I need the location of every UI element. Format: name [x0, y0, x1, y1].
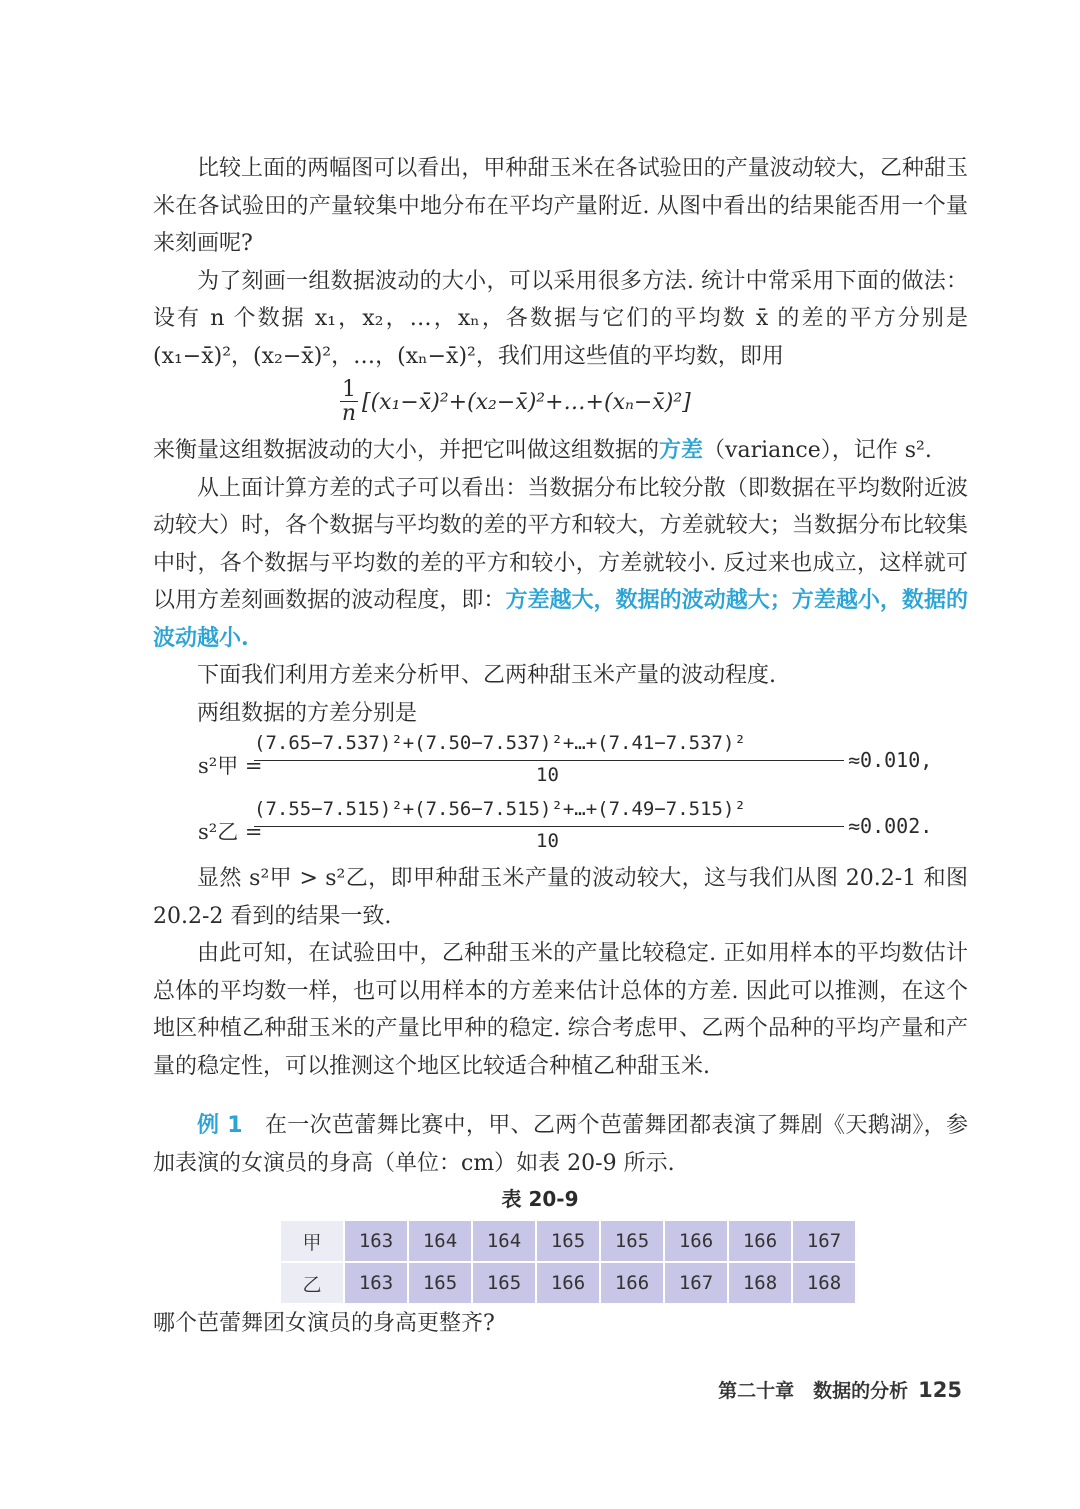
- p3-pre: 来衡量这组数据波动的大小，并把它叫做这组数据的: [153, 438, 660, 463]
- paragraph-4: [153, 470, 968, 658]
- formula-numerator: (7.65−7.537)²+(7.50−7.537)²+…+(7.41−7.537)²: [254, 732, 746, 754]
- paragraph-definition: [153, 432, 968, 732]
- paragraph-7: 显然 s²甲 > s²乙，即甲种甜玉米产量的波动较大，这与我们从图 20.2-1 和图 20.2-2 看到的结果一致.: [153, 866, 968, 929]
- formula-numerator: (7.55−7.515)²+(7.56−7.515)²+…+(7.49−7.515)²: [254, 798, 746, 820]
- table-cell: 167: [664, 1262, 728, 1304]
- paragraph-8: 由此可知，在试验田中，乙种甜玉米的产量比较稳定. 正如用样本的平均数估计总体的平均数一样，也可以用样本的方差来估计总体的方差. 因此可以推测，在这个地区种植乙种甜玉米的产量比甲种的稳定. 综合考虑甲、乙两个品种的平均产量和产量的稳定性，可以推测这个地区比较适合种植乙种甜玉米.: [153, 941, 968, 1079]
- table-row: [280, 1220, 856, 1262]
- variance-yi-formula: [198, 796, 958, 862]
- table-cell: 168: [728, 1262, 792, 1304]
- example-label: 例 1: [197, 1113, 243, 1138]
- paragraph-1: 比较上面的两幅图可以看出，甲种甜玉米在各试验田的产量波动较大，乙种甜玉米在各试验田的产量较集中地分布在平均产量附近. 从图中看出的结果能否用一个量来刻画呢?: [153, 156, 968, 256]
- table-cell: 164: [408, 1220, 472, 1262]
- table-row: [280, 1262, 856, 1304]
- table-caption: 表 20-9: [501, 1187, 579, 1211]
- formula-result: ≈0.010,: [848, 748, 933, 772]
- table-cell: 164: [472, 1220, 536, 1262]
- term-variance: 方差: [659, 437, 704, 463]
- paragraph-intro: [153, 150, 968, 375]
- paragraph-6: 两组数据的方差分别是: [197, 700, 418, 726]
- variance-jia-formula: [198, 730, 958, 796]
- p4-pre: 从上面计算方差的式子可以看出：当数据分布比较分散（即数据在平均数附近波动较大）时，各个数据与平均数的差的平方和较大，方差就较大；当数据分布比较集中时，各个数据与平均数的差的平方和较小，方差就较小. 反过来也成立，这样就可以用方差刻画数据的波动程度，即：: [153, 475, 968, 613]
- variance-definition-formula: [340, 378, 900, 426]
- row-label-yi: 乙: [280, 1262, 344, 1304]
- fraction-denominator: n: [341, 400, 357, 426]
- table-cell: 165: [536, 1220, 600, 1262]
- fraction-bar: [254, 760, 844, 761]
- paragraph-2: 为了刻画一组数据波动的大小，可以采用很多方法. 统计中常采用下面的做法：设有 n 个数据 x₁，x₂，…，xₙ，各数据与它们的平均数 x̄ 的差的平方分别是 (x₁−x̄)²，(x₂−x̄)²，…，(xₙ−x̄)²，我们用这些值的平均数，即用: [153, 268, 968, 369]
- formula-lhs: s²乙 =: [198, 820, 263, 844]
- paragraph-3: [153, 432, 968, 470]
- question-block: [153, 1305, 968, 1343]
- example-body: 在一次芭蕾舞比赛中，甲、乙两个芭蕾舞团都表演了舞剧《天鹅湖》，参加表演的女演员的身高（单位：cm）如表 20-9 所示.: [153, 1113, 968, 1176]
- page-number: 125: [918, 1378, 962, 1402]
- paragraph-5: 下面我们利用方差来分析甲、乙两种甜玉米产量的波动程度.: [197, 663, 776, 688]
- table-cell: 166: [536, 1262, 600, 1304]
- fraction-one-over-n: [340, 376, 358, 426]
- formula-lhs: s²甲 =: [198, 754, 263, 778]
- page-footer: [718, 1376, 962, 1403]
- row-label-jia: 甲: [280, 1220, 344, 1262]
- fraction-numerator: 1: [342, 376, 356, 402]
- fraction-bar: [254, 826, 844, 827]
- table-cell: 167: [792, 1220, 856, 1262]
- table-cell: 166: [600, 1262, 664, 1304]
- table-cell: 163: [344, 1220, 408, 1262]
- table-cell: 163: [344, 1262, 408, 1304]
- table-cell: 165: [600, 1220, 664, 1262]
- table-cell: 166: [664, 1220, 728, 1262]
- example-1: [153, 1107, 968, 1182]
- paragraph-conclusion: [153, 860, 968, 1085]
- height-table: [279, 1219, 857, 1305]
- formula-body: [(x₁−x̄)²+(x₂−x̄)²+…+(xₙ−x̄)²]: [362, 389, 691, 415]
- table-cell: 165: [408, 1262, 472, 1304]
- formula-denominator: 10: [536, 764, 559, 786]
- example-text: [153, 1107, 968, 1182]
- key-conclusion: 方差越大，数据的波动越大；方差越小，数据的波动越小.: [153, 587, 968, 651]
- formula-result: ≈0.002.: [848, 814, 933, 838]
- table-cell: 168: [792, 1262, 856, 1304]
- formula-denominator: 10: [536, 830, 559, 852]
- example-question: 哪个芭蕾舞团女演员的身高更整齐?: [153, 1311, 495, 1336]
- table-cell: 165: [472, 1262, 536, 1304]
- table-cell: 166: [728, 1220, 792, 1262]
- chapter-title: 第二十章 数据的分析: [718, 1380, 909, 1402]
- p3-post: （variance），记作 s².: [703, 438, 932, 463]
